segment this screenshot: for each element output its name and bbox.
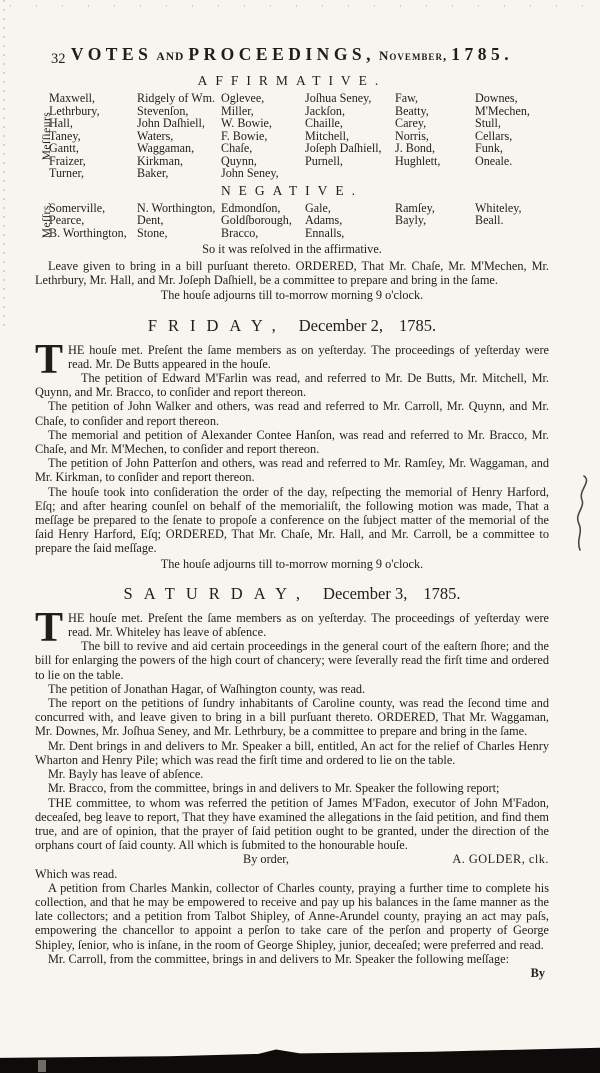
- voter-name: Jackſon,: [305, 103, 345, 118]
- voter-name: Somerville,: [49, 200, 106, 215]
- saturday-paragraph-1-text: HE houſe met. Preſent the ſame members as on yeſterday. The proceedings of yeſterday were read. Mr. Whiteley has leave of abſence.: [68, 610, 549, 640]
- adjourn-line-2: The houſe adjourns till to-morrow morning 9 o'clock.: [160, 556, 424, 571]
- affirmative-column-2: [137, 92, 221, 180]
- clerk-signature: A. GOLDER, clk.: [452, 852, 549, 867]
- voter-name: Norris,: [395, 128, 429, 143]
- voter-name: Fraizer,: [49, 153, 86, 168]
- affirmative-column-3: [221, 92, 305, 180]
- voter-name: Hughlett,: [395, 153, 441, 168]
- resolution-line: So it was reſolved in the affirmative.: [202, 242, 382, 256]
- saturday-paragraph-3: The petition of Jonathan Hagar, of Waſhington county, was read.: [48, 681, 366, 696]
- voter-name: Goldſborough,: [221, 213, 292, 227]
- scanner-band-slit: [38, 1060, 46, 1072]
- negative-column-5: [395, 202, 475, 240]
- voter-name: Gale,: [305, 200, 331, 215]
- voter-name: Pearce,: [49, 213, 85, 227]
- saturday-day: SATURDAY,: [123, 583, 312, 603]
- friday-paragraph-1-text: HE houſe met. Preſent the ſame members as on yeſterday. The proceedings of yeſterday were read. Mr. De Butts appeared in the houſe.: [68, 342, 549, 371]
- handwritten-margin-mark: [568, 474, 594, 552]
- saturday-paragraph-7: Mr. Bracco, from the committee, brings in and delivers to Mr. Speaker the following report;: [48, 781, 500, 796]
- which-was-read-line: Which was read.: [35, 866, 118, 881]
- page-content: [35, 44, 549, 980]
- friday-heading: [35, 316, 549, 336]
- scanner-shadow-band: [0, 1045, 600, 1073]
- voter-name: Cellars,: [475, 128, 513, 143]
- voter-name: Maxwell,: [49, 91, 96, 105]
- saturday-paragraph-4: The report on the petitions of ſundry inhabitants of Caroline county, was read the ſecond time and concurred with, and leave given to bring in a bill purſuant thereto. ORDERED, That Mr. Waggaman, Mr. Downes, Mr. Joſhua Seney, and Mr. Lethrbury, be a committee to prepare and bring in the ſame.: [35, 696, 549, 739]
- voter-name: Oneale.: [475, 153, 513, 168]
- voter-name: Waters,: [137, 128, 174, 143]
- voter-name: Beatty,: [395, 103, 429, 118]
- voter-name: Stevenſon,: [137, 103, 189, 118]
- affirmative-heading: AFFIRMATIVE.: [197, 73, 387, 88]
- negative-column-2: [137, 202, 221, 240]
- saturday-paragraph-6: Mr. Bayly has leave of abſence.: [48, 767, 204, 782]
- friday-paragraph-6: The houſe took into conſideration the order of the day, reſpecting the memorial of Henry Harford, Eſq; and after hearing counſel on behalf of the memorialiſt, the following motion was made, That a meſſage be prepared to the ſenate to propoſe a conference on the ſubject matter of the memorial of the ſaid Henry Harford, Eſq; ORDERED, That Mr. Chaſe, Mr. Hall, and Mr. Carroll, be a committee to prepare the ſaid meſſage.: [35, 484, 549, 556]
- voter-name: Dent,: [137, 213, 164, 227]
- friday-paragraph-1: [35, 336, 549, 383]
- saturday-paragraph-2: The bill to revive and aid certain proceedings in the general court of the eaſtern ſhore; and the bill for enlarging the powers of the high court of chancery; were ſeverally read the firſt time and ordered to lie on the table.: [35, 639, 549, 682]
- saturday-paragraph-12: Mr. Carroll, from the committee, brings in and delivers to Mr. Speaker the following meſſage:: [48, 951, 510, 966]
- voter-name: Chaſe,: [221, 141, 253, 155]
- by-order-row: [35, 852, 549, 866]
- page-number: 32: [51, 51, 66, 67]
- voter-name: Downes,: [475, 91, 518, 105]
- voter-name: Stull,: [475, 116, 501, 130]
- friday-date: December 2,: [298, 315, 384, 335]
- voter-name: Whiteley,: [475, 200, 522, 215]
- voter-name: Stone,: [137, 225, 168, 240]
- negative-column-1: [49, 202, 137, 240]
- voter-name: Faw,: [395, 91, 419, 105]
- voter-name: Bayly,: [395, 213, 427, 227]
- affirmative-vote-table: [41, 91, 549, 180]
- voter-name: Taney,: [49, 128, 81, 143]
- negative-heading: NEGATIVE.: [220, 182, 364, 198]
- friday-paragraph-5: The petition of John Patterſon and others, was read and referred to Mr. Ramſey, Mr. Waggaman, and Mr. Kirkman, to conſider and report thereon.: [35, 456, 549, 485]
- voter-name: Waggaman,: [137, 141, 195, 155]
- voter-name: Oglevee,: [221, 91, 265, 105]
- committee-report-paragraph: THE committee, to whom was referred the petition of James M'Fadon, executor of John M'Fadon, deceaſed, beg leave to report, That they have examined the allegations in the ſaid petition, and find them true, and are of opinion, that the prayer of ſaid petition ought to be granted, under the direction of the orphans court of ſaid county. All which is ſubmited to the honourable houſe.: [35, 795, 549, 853]
- voter-name: Joſeph Daſhiell,: [305, 141, 382, 155]
- affirmative-column-4: [305, 92, 395, 180]
- voter-name: B. Worthington,: [49, 225, 127, 240]
- voter-name: Funk,: [475, 141, 503, 155]
- voter-name: Beall.: [475, 213, 504, 227]
- negative-column-6: [475, 202, 551, 240]
- negative-column-3: [221, 202, 305, 240]
- saturday-heading: [35, 584, 549, 604]
- voter-name: Turner,: [49, 166, 85, 180]
- friday-dropcap: T: [35, 336, 64, 383]
- affirmative-column-6: [475, 92, 551, 180]
- voter-name: Ennalls,: [305, 225, 345, 240]
- voter-name: Quynn,: [221, 153, 257, 168]
- voter-name: Ramſey,: [395, 200, 435, 215]
- running-title-month: November,: [379, 48, 448, 63]
- voter-name: Miller,: [221, 103, 254, 118]
- voter-name: Purnell,: [305, 153, 343, 168]
- voter-name: Adams,: [305, 213, 343, 227]
- saturday-date: December 3,: [323, 583, 408, 603]
- voter-name: Lethrbury,: [49, 103, 100, 118]
- voter-name: Carey,: [395, 116, 427, 130]
- voter-name: Mitchell,: [305, 128, 349, 143]
- voter-name: Kirkman,: [137, 153, 184, 168]
- friday-paragraph-4: The memorial and petition of Alexander Contee Hanſon, was read and referred to Mr. Bracco, Mr. Chaſe, and Mr. M'Mechen, to conſider and report thereon.: [35, 427, 549, 457]
- voter-name: Gantt,: [49, 141, 79, 155]
- voter-name: W. Bowie,: [221, 116, 272, 130]
- saturday-year: 1785.: [423, 583, 461, 603]
- negative-side-label: Meſſrs.: [41, 202, 53, 239]
- voter-name: J. Bond,: [395, 141, 435, 155]
- affirmative-column-1: [49, 92, 137, 180]
- voter-name: Chaille,: [305, 116, 343, 130]
- voter-name: Hall,: [49, 116, 73, 130]
- running-title-votes: VOTES: [70, 44, 153, 64]
- negative-column-4: [305, 202, 395, 240]
- leave-paragraph: Leave given to bring in a bill purſuant thereto. ORDERED, That Mr. Chaſe, Mr. M'Mechen, Mr. Lethrbury, Mr. Hall, and Mr. Joſeph Daſhiell, be a committee to prepare and bring in the ſame.: [35, 259, 549, 288]
- catchword: By: [530, 965, 545, 980]
- running-header: [35, 44, 549, 65]
- affirmative-column-5: [395, 92, 475, 180]
- adjourn-line-1: The houſe adjourns till to-morrow morning 9 o'clock.: [160, 288, 424, 303]
- friday-day: FRIDAY,: [147, 315, 287, 335]
- running-title-year: 1785.: [451, 44, 514, 64]
- scan-noise-left: [3, 0, 5, 330]
- by-order-label: By order,: [243, 852, 289, 867]
- voter-name: N. Worthington,: [137, 200, 216, 215]
- scan-noise-top: [10, 5, 590, 7]
- voter-name: M'Mechen,: [475, 103, 530, 118]
- friday-paragraph-2: The petition of Edward M'Farlin was read, and referred to Mr. De Butts, Mr. Mitchell, Mr. Quynn, and Mr. Bracco, to conſider and report thereon.: [35, 371, 549, 400]
- friday-year: 1785.: [399, 315, 437, 335]
- voter-name: John Seney,: [221, 166, 279, 180]
- negative-vote-table: [41, 200, 549, 240]
- voter-name: Edmondſon,: [221, 200, 281, 215]
- saturday-dropcap: T: [35, 604, 64, 651]
- voter-name: Baker,: [137, 166, 169, 180]
- affirmative-side-label: Meſſieurs: [41, 111, 53, 161]
- friday-paragraph-3: The petition of John Walker and others, was read and referred to Mr. Carroll, Mr. Quynn, and Mr. Chaſe, to conſider and report thereon.: [35, 399, 549, 428]
- voter-name: Bracco,: [221, 225, 259, 240]
- voter-name: Ridgely of Wm.: [137, 91, 216, 105]
- saturday-paragraph-1: [35, 604, 549, 651]
- saturday-paragraph-5: Mr. Dent brings in and delivers to Mr. Speaker a bill, entitled, An act for the relief of Charles Henry Wharton and Henry Pile; which was read the firſt time and ordered to lie on the table.: [35, 738, 549, 767]
- voter-name: Joſhua Seney,: [305, 91, 372, 105]
- voter-name: F. Bowie,: [221, 128, 268, 143]
- running-title-and: AND: [156, 51, 185, 63]
- saturday-paragraph-11: A petition from Charles Mankin, collector of Charles county, praying a further time to complete his collection, and that he may be empowered to receive and pay up his balances in the ſame manner as the late collectors; and a petition from Talbot Shipley, of Anne-Arundel county, praying an act may paſs, empowering the chancellor to appoint a perſon to take care of the perſon and property of George Shipley, ſenior, who is inſane, in the room of George Shipley, junior, deceaſed; were preferred and read.: [35, 880, 549, 952]
- voter-name: John Daſhiell,: [137, 116, 205, 130]
- running-title-proceedings: PROCEEDINGS,: [188, 44, 376, 64]
